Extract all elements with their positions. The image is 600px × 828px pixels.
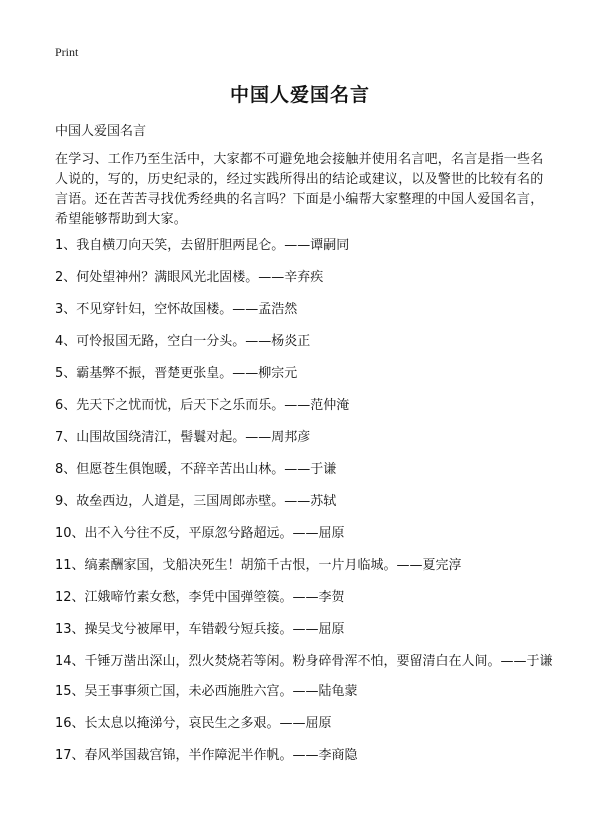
quote-item: 4、可怜报国无路，空白一分头。——杨炎正 <box>55 334 311 349</box>
quote-item: 16、长太息以掩涕兮，哀民生之多艰。——屈原 <box>55 716 332 731</box>
quote-item: 6、先天下之忧而忧，后天下之乐而乐。——范仲淹 <box>55 398 350 413</box>
quote-item: 13、操吴戈兮被犀甲，车错毂兮短兵接。——屈原 <box>55 622 345 637</box>
quote-item: 15、吴王事事须亡国，未必西施胜六宫。——陆龟蒙 <box>55 684 358 699</box>
quote-item: 17、春风举国裁宫锦，半作障泥半作帆。——李商隐 <box>55 748 358 763</box>
quote-item: 3、不见穿针妇，空怀故国楼。——孟浩然 <box>55 302 298 317</box>
quote-list <box>55 236 555 778</box>
intro-paragraph: 在学习、工作乃至生活中，大家都不可避免地会接触并使用名言吧，名言是指一些名人说的，写的，历史纪录的，经过实践所得出的结论或建议，以及警世的比较有名的言语。还在苦苦寻找优秀经典的名言吗？下面是小编帮大家整理的中国人爱国名言，希望能够帮助到大家。 <box>55 152 544 227</box>
print-link[interactable]: Print <box>55 45 79 59</box>
quote-item: 10、出不入兮往不反，平原忽兮路超远。——屈原 <box>55 526 345 541</box>
quote-item: 1、我自横刀向天笑，去留肝胆两昆仑。——谭嗣同 <box>55 238 350 253</box>
quote-item: 2、何处望神州？满眼风光北固楼。——辛弃疾 <box>55 270 324 285</box>
quote-item: 8、但愿苍生俱饱暖，不辞辛苦出山林。——于谦 <box>55 462 337 477</box>
quote-item: 9、故垒西边，人道是，三国周郎赤壁。——苏轼 <box>55 494 337 509</box>
quote-item: 7、山围故国绕清江，髻鬟对起。——周邦彦 <box>55 430 311 445</box>
quote-item: 14、千锤万凿出深山，烈火焚烧若等闲。粉身碎骨浑不怕，要留清白在人间。——于谦 <box>55 654 553 669</box>
document-subtitle: 中国人爱国名言 <box>55 124 147 139</box>
quote-item: 12、江娥啼竹素女愁，李凭中国弹箜篌。——李贺 <box>55 590 345 605</box>
document-title: 中国人爱国名言 <box>229 84 370 106</box>
quote-item: 5、霸基弊不振，晋楚更张皇。——柳宗元 <box>55 366 298 381</box>
quote-item: 11、缟素酬家国，戈船决死生！胡笳千古恨，一片月临城。——夏完淳 <box>55 558 462 573</box>
